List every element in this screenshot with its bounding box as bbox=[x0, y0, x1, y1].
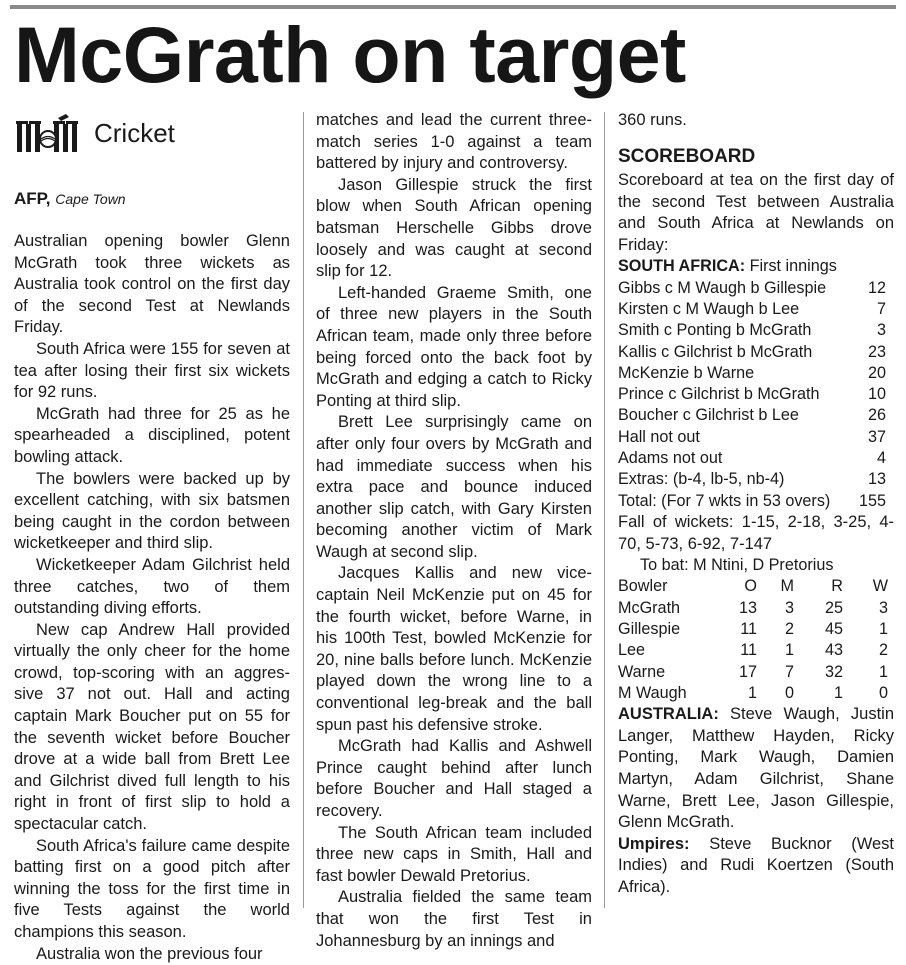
bowler: M Waugh bbox=[618, 683, 687, 702]
section-logo bbox=[14, 112, 194, 154]
runs: 43 bbox=[824, 641, 843, 660]
section-label: Cricket bbox=[94, 118, 175, 148]
maidens: 3 bbox=[784, 598, 794, 617]
runs: 37 bbox=[867, 427, 886, 446]
runs: 4 bbox=[876, 449, 886, 468]
batting-row bbox=[618, 384, 894, 405]
paragraph: McGrath had three for 25 as he spearheaded a disciplined, potent bowling attack. bbox=[14, 404, 290, 466]
bowler: Lee bbox=[618, 641, 646, 660]
batsman: Smith c Ponting b McGrath bbox=[618, 321, 812, 340]
paragraph: New cap Andrew Hall provided virtually the only cheer for the home crowd, top-scoring with an aggres-sive 37 not out. Hall and acting captain Mark Boucher put on 55 for the seventh wicket before Boucher drove at a wide ball from Brett Lee and Gilchrist dived full length to his right in front of first slip to hold a spectacular catch. bbox=[14, 620, 290, 834]
batting-row bbox=[618, 299, 894, 320]
batsman: Prince c Gilchrist b McGrath bbox=[618, 385, 820, 404]
bowler: Warne bbox=[618, 662, 666, 681]
column-rule bbox=[303, 112, 304, 908]
batsman: Boucher c Gilchrist b Lee bbox=[618, 406, 799, 425]
batting-row bbox=[618, 320, 894, 341]
article-column-3 bbox=[618, 110, 894, 899]
wickets: 1 bbox=[878, 662, 888, 681]
overs: 11 bbox=[740, 620, 757, 639]
paragraph: Left-handed Graeme Smith, one of three new players in the South African team, made only three before being forced onto the back foot by McGrath and edging a catch to Ricky Ponting at third slip. bbox=[316, 283, 592, 410]
runs: 13 bbox=[867, 470, 886, 489]
scoreboard-heading: SCOREBOARD bbox=[618, 146, 756, 167]
paragraph: Wicketkeeper Adam Gilchrist held three catches, two of them outstanding diving efforts. bbox=[14, 555, 290, 618]
batsman: Hall not out bbox=[618, 427, 700, 446]
total: Total: (For 7 wkts in 53 overs) bbox=[618, 491, 831, 510]
total-row bbox=[618, 491, 894, 512]
byline-agency: AFP, bbox=[14, 189, 51, 208]
paragraph: The bowlers were backed up by excellent catching, with six batsmen being caught in the cordon between wicketkeeper and third slip. bbox=[14, 469, 290, 553]
overs: 13 bbox=[738, 598, 757, 617]
wickets: 0 bbox=[878, 683, 888, 702]
maidens: 7 bbox=[784, 662, 794, 681]
bowling-row bbox=[618, 683, 894, 704]
australia-team bbox=[618, 704, 894, 834]
australia-players: Steve Waugh, Justin Langer, Matthew Hayden, Ricky Ponting, Mark Waugh, Damien Martyn, Adam Gilchrist, Shane Warne, Brett Lee, Jason Gillespie, Glenn McGrath. bbox=[618, 705, 895, 832]
innings-team: SOUTH AFRICA: bbox=[618, 257, 746, 276]
col-header: W bbox=[872, 577, 888, 596]
paragraph-continuation: 360 runs. bbox=[618, 111, 687, 129]
paragraph: Jacques Kallis and new vice-captain Neil McKenzie put on 45 for the fourth wicket, before Warne, in his 100th Test, bowled McKenzie for 20, nine balls before lunch. McKenzie played down the wrong line to a conventional leg-break and the ball spun past his defensive stroke. bbox=[316, 564, 592, 734]
runs: 23 bbox=[867, 342, 886, 361]
runs: 155 bbox=[858, 491, 886, 510]
batting-row bbox=[618, 405, 894, 426]
col-header: R bbox=[831, 577, 843, 596]
fall-of-wickets: Fall of wickets: 1-15, 2-18, 3-25, 4-70, 5-73, 6-92, 7-147 bbox=[618, 512, 894, 553]
runs: 26 bbox=[867, 406, 886, 425]
innings-label: First innings bbox=[749, 257, 837, 276]
col-header: O bbox=[744, 577, 757, 596]
wickets: 2 bbox=[878, 641, 888, 660]
runs: 1 bbox=[833, 683, 843, 702]
innings-header bbox=[618, 256, 894, 277]
runs: 10 bbox=[867, 385, 886, 404]
paragraph: Brett Lee surprisingly came on after only four overs by McGrath and had immediate success when his extra pace and bounce induced another slip catch, with Gary Kirsten becoming another victim of Mark Waugh at second slip. bbox=[316, 413, 592, 561]
overs: 1 bbox=[747, 683, 757, 702]
batting-row bbox=[618, 448, 894, 469]
bowling-row bbox=[618, 598, 894, 619]
umpires bbox=[618, 834, 894, 899]
paragraph: Australia fielded the same team that won the first Test in Johannesburg by an innings and bbox=[316, 888, 592, 950]
paragraph: matches and lead the current three-match series 1-0 against a team battered by injury and controversy. bbox=[316, 111, 592, 173]
batsman: Kallis c Gilchrist b McGrath bbox=[618, 342, 813, 361]
australia-label: AUSTRALIA: bbox=[618, 705, 719, 724]
bowling-row bbox=[618, 662, 894, 683]
top-rule bbox=[10, 5, 896, 9]
runs: 20 bbox=[867, 363, 886, 382]
maidens: 2 bbox=[784, 620, 794, 639]
batsman: McKenzie b Warne bbox=[618, 363, 755, 382]
wickets: 1 bbox=[878, 620, 888, 639]
maidens: 0 bbox=[784, 683, 794, 702]
batsman: Adams not out bbox=[618, 449, 723, 468]
headline: McGrath on target bbox=[14, 10, 686, 99]
paragraph: The South African team included three new caps in Smith, Hall and fast bowler Dewald Pretorius. bbox=[316, 823, 592, 885]
cricket-stumps-ball-icon bbox=[14, 112, 90, 154]
batting-card bbox=[618, 278, 894, 512]
bowling-row bbox=[618, 619, 894, 640]
bowling-table bbox=[618, 576, 894, 704]
byline bbox=[14, 189, 126, 209]
batting-row bbox=[618, 278, 894, 299]
paragraph: Australian opening bowler Glenn McGrath took three wickets as Australia took control on the first day of the second Test at Newlands Friday. bbox=[14, 232, 290, 337]
runs: 45 bbox=[824, 620, 843, 639]
byline-location: Cape Town bbox=[55, 191, 126, 207]
umpires-label: Umpires: bbox=[618, 834, 690, 853]
wickets: 3 bbox=[878, 598, 888, 617]
runs: 25 bbox=[824, 598, 843, 617]
article-column-2 bbox=[316, 110, 592, 952]
paragraph: McGrath had Kallis and Ashwell Prince caught behind after lunch before Boucher and Hall staged a recovery. bbox=[316, 737, 592, 820]
paragraph: Australia won the previous four bbox=[36, 944, 263, 963]
runs: 12 bbox=[867, 278, 886, 297]
bowler: McGrath bbox=[618, 598, 681, 617]
batting-row bbox=[618, 342, 894, 363]
runs: 3 bbox=[876, 321, 886, 340]
batting-row bbox=[618, 363, 894, 384]
paragraph: South Africa's failure came despite batting first on a good pitch after winning the toss for the first time in five Tests against the world champions this season. bbox=[14, 836, 290, 941]
runs: 32 bbox=[824, 662, 843, 681]
bowling-row bbox=[618, 640, 894, 661]
batsman: Gibbs c M Waugh b Gillespie bbox=[618, 278, 827, 297]
batsman: Kirsten c M Waugh b Lee bbox=[618, 299, 800, 318]
paragraph: Jason Gillespie struck the first blow when South African opening batsman Herschelle Gibbs drove loosely and was caught at second slip for 12. bbox=[316, 175, 592, 281]
overs: 11 bbox=[740, 641, 757, 660]
extras: Extras: (b-4, lb-5, nb-4) bbox=[618, 470, 785, 489]
col-header: Bowler bbox=[618, 577, 668, 596]
maidens: 1 bbox=[784, 641, 794, 660]
to-bat: To bat: M Ntini, D Pretorius bbox=[640, 556, 834, 575]
runs: 7 bbox=[876, 299, 886, 318]
col-header: M bbox=[780, 577, 794, 596]
batting-row bbox=[618, 427, 894, 448]
scoreboard-intro: Scoreboard at tea on the first day of the second Test between Australia and South Africa at Newlands on Friday: bbox=[618, 171, 894, 254]
paragraph: South Africa were 155 for seven at tea after losing their first six wickets for 92 runs. bbox=[14, 339, 290, 402]
umpires-names: Steve Bucknor (West Indies) and Rudi Koertzen (South Africa). bbox=[618, 834, 894, 896]
overs: 17 bbox=[738, 662, 757, 681]
bowler: Gillespie bbox=[618, 620, 681, 639]
column-rule bbox=[604, 112, 605, 908]
extras-row bbox=[618, 469, 894, 490]
bowling-header bbox=[618, 576, 894, 597]
article-column-1 bbox=[14, 231, 290, 965]
